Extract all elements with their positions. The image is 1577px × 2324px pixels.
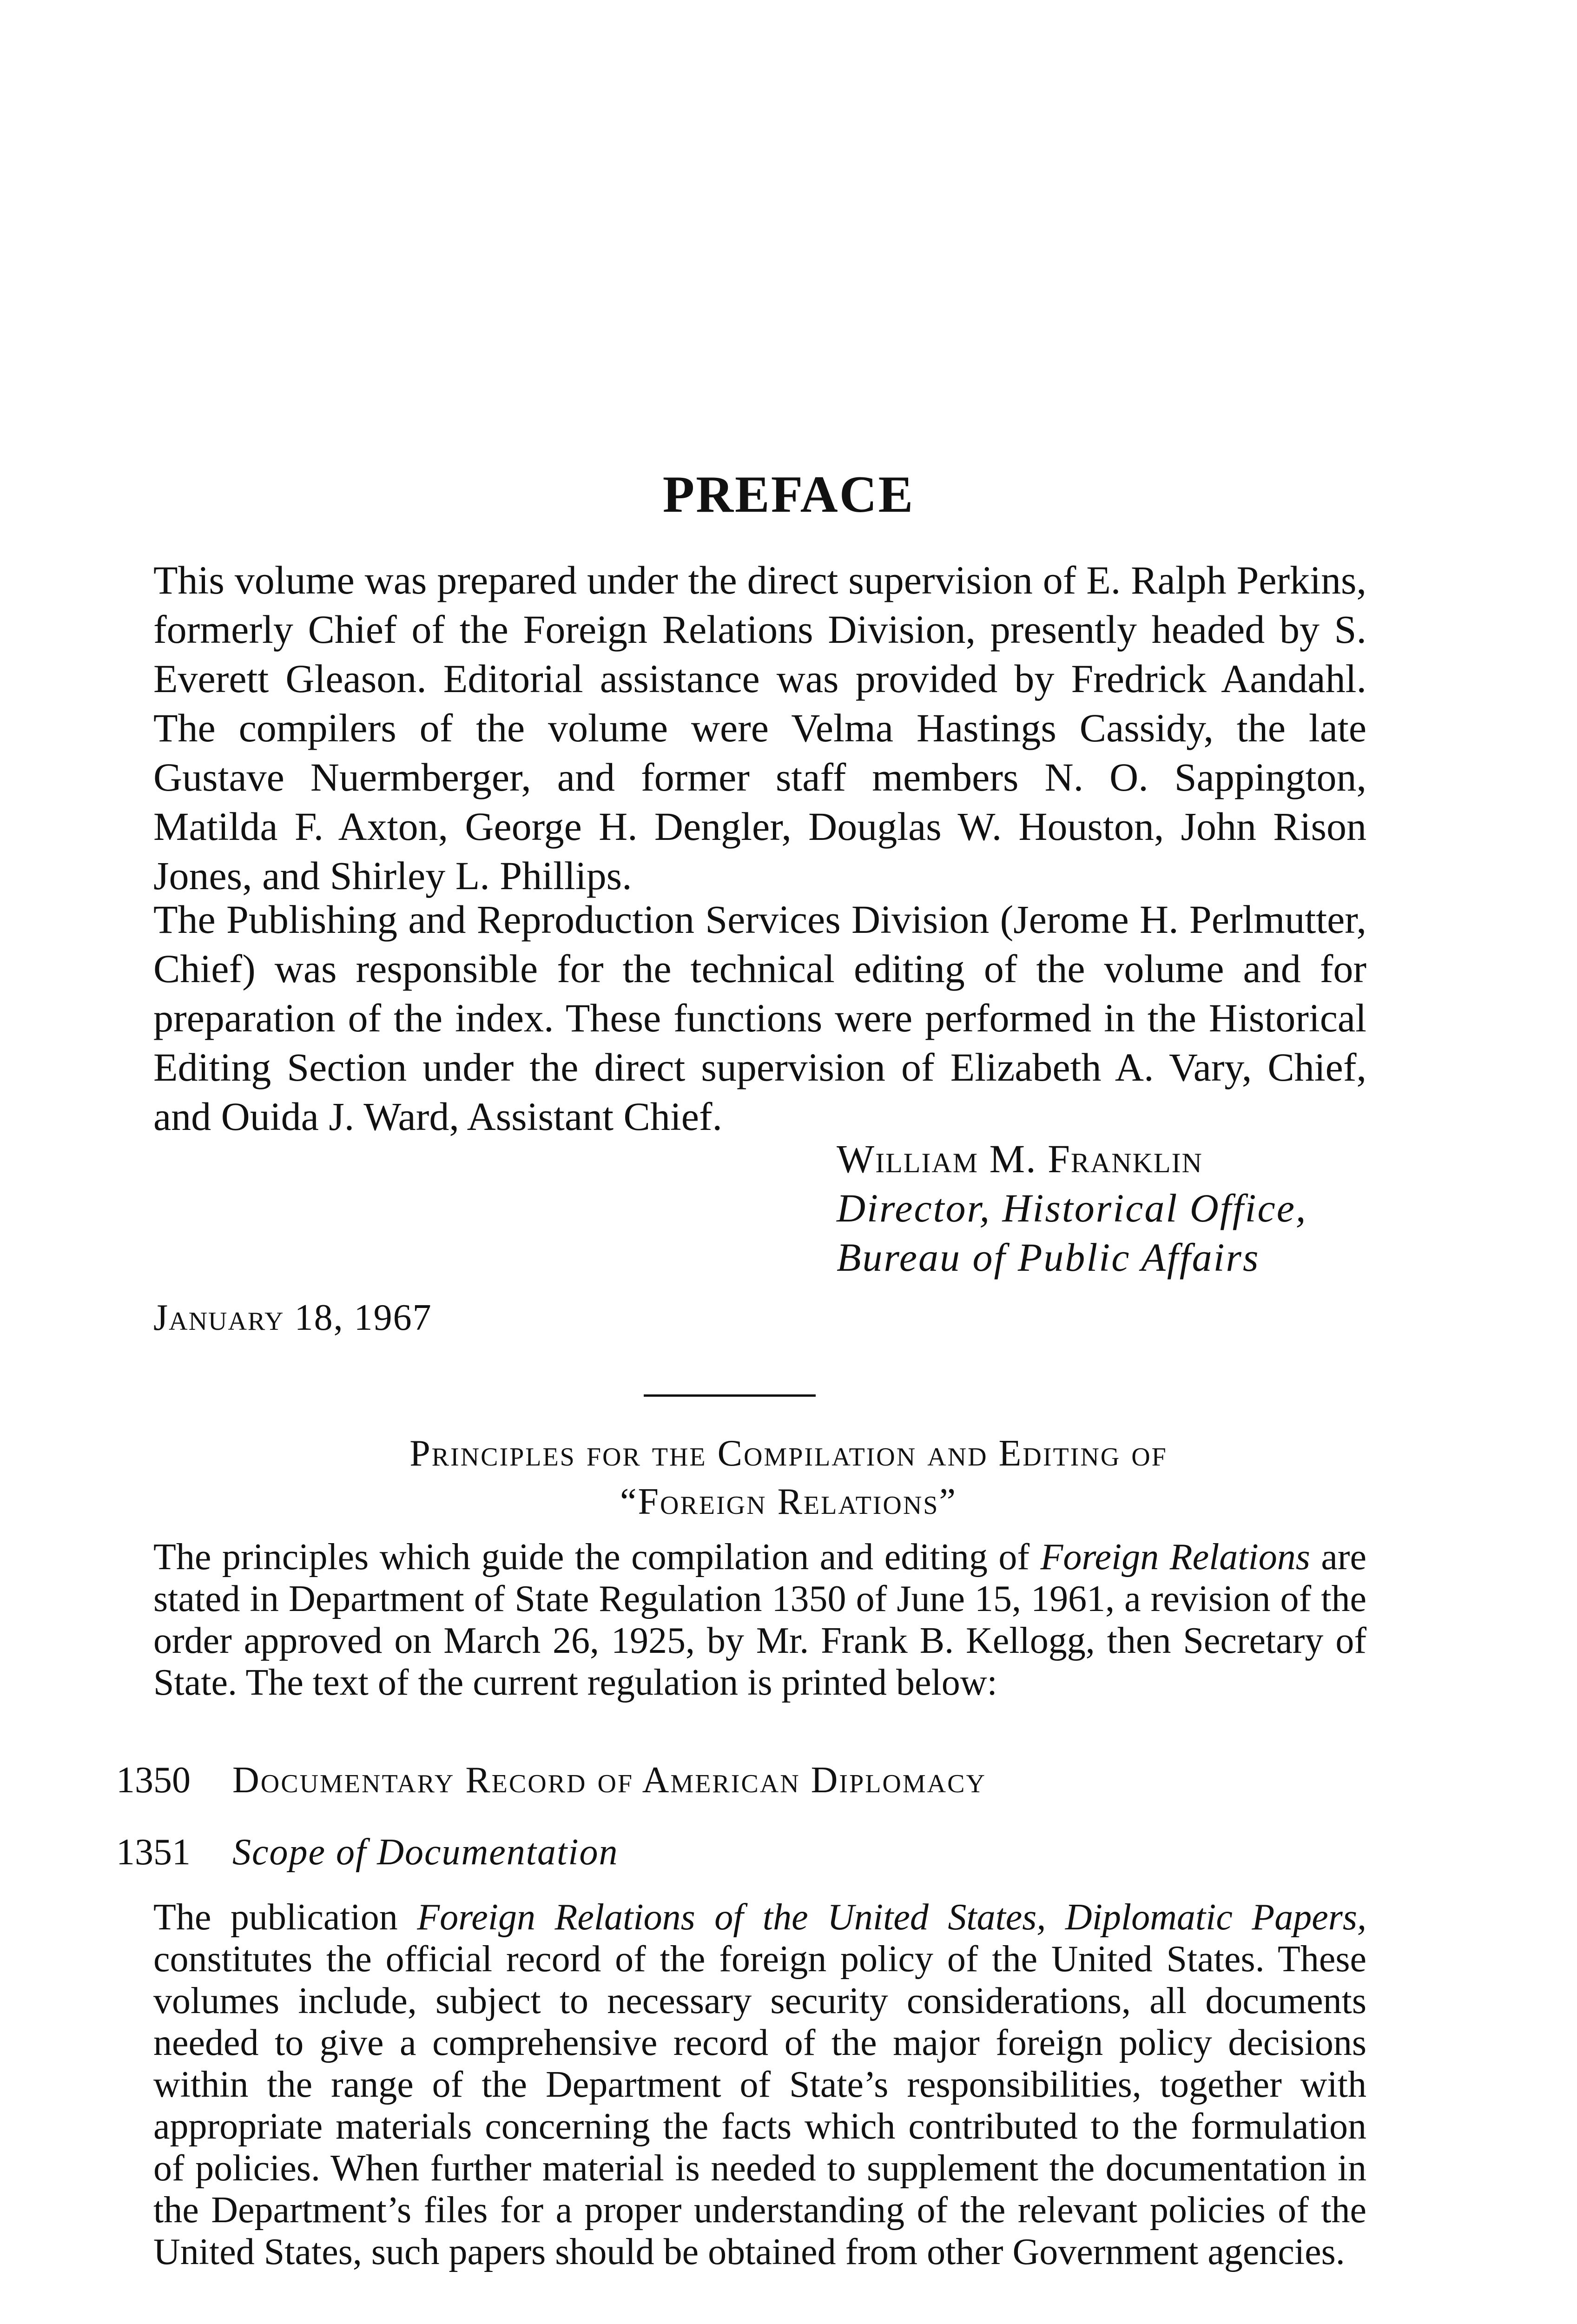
preface-paragraph-2: The Publishing and Reproduction Services Division (Jerome H. Perlmutter, Chief) was responsible for the technical editing of the volume and for preparation of the index. These functions were performed in the Historical Editing Section under the direct supervision of Elizabeth A. Vary, Chief, and Ouida J. Ward, Assistant Chief. bbox=[153, 897, 1366, 1139]
signature-block bbox=[837, 1134, 1366, 1282]
regulation-body-italic: Foreign Relations of the United States, Diplomatic Papers, bbox=[417, 1897, 1366, 1938]
section-number: 1351 bbox=[116, 1832, 191, 1873]
page-title: PREFACE bbox=[662, 466, 915, 523]
regulation-body-paragraph bbox=[153, 1896, 1366, 2273]
section-number: 1350 bbox=[116, 1760, 191, 1801]
principles-intro-italic: Foreign Relations bbox=[1040, 1537, 1310, 1578]
principles-heading-line-2: “Foreign Relations” bbox=[620, 1481, 957, 1522]
section-title: Documentary Record of American Diplomacy bbox=[232, 1760, 986, 1801]
principles-heading bbox=[0, 1429, 1577, 1526]
section-divider bbox=[644, 1394, 816, 1397]
principles-intro-paragraph bbox=[153, 1536, 1366, 1703]
signature-name: William M. Franklin bbox=[837, 1136, 1203, 1181]
regulation-body-text-2: constitutes the official record of the foreign policy of the United States. These volumes include, subject to necessary security considerations, all documents needed to give a comprehensive record of the major foreign policy decisions within the range of the Department of State’s responsibilities, together with appropriate materials concerning the facts which contributed to the formulation of policies. When further material is needed to supplement the documentation in the Department’s files for a proper understanding of the relevant policies of the United States, such papers should be obtained from other Government agencies. bbox=[153, 1939, 1366, 2272]
signature-title-line-1: Director, Historical Office, bbox=[837, 1186, 1307, 1230]
signature-title-line-2: Bureau of Public Affairs bbox=[837, 1235, 1260, 1280]
date-line: January 18, 1967 bbox=[153, 1297, 432, 1338]
principles-intro-text-2: are stated in Department of State Regulation 1350 of June 15, 1961, a revision of the order approved on March 26, 1925, by Mr. Frank B. Kellogg, then Secretary of State. The text of the current regulation is printed below: bbox=[153, 1537, 1367, 1703]
section-title: Scope of Documentation bbox=[232, 1832, 619, 1873]
principles-heading-line-1: Principles for the Compilation and Editing of bbox=[409, 1433, 1168, 1474]
regulation-section-1351 bbox=[116, 1829, 618, 1875]
preface-paragraph-1: This volume was prepared under the direct supervision of E. Ralph Perkins, formerly Chief of the Foreign Relations Division, presently headed by S. Everett Gleason. Editorial assistance was provided by Fredrick Aandahl. The compilers of the volume were Velma Hastings Cassidy, the late Gustave Nuermberger, and former staff members N. O. Sappington, Matilda F. Axton, George H. Dengler, Douglas W. Houston, John Rison Jones, and Shirley L. Phillips. bbox=[153, 558, 1366, 898]
principles-intro-text-1: The principles which guide the compilation and editing of bbox=[153, 1537, 1041, 1578]
regulation-section-1350 bbox=[116, 1757, 986, 1803]
regulation-body-text-1: The publication bbox=[153, 1897, 417, 1938]
